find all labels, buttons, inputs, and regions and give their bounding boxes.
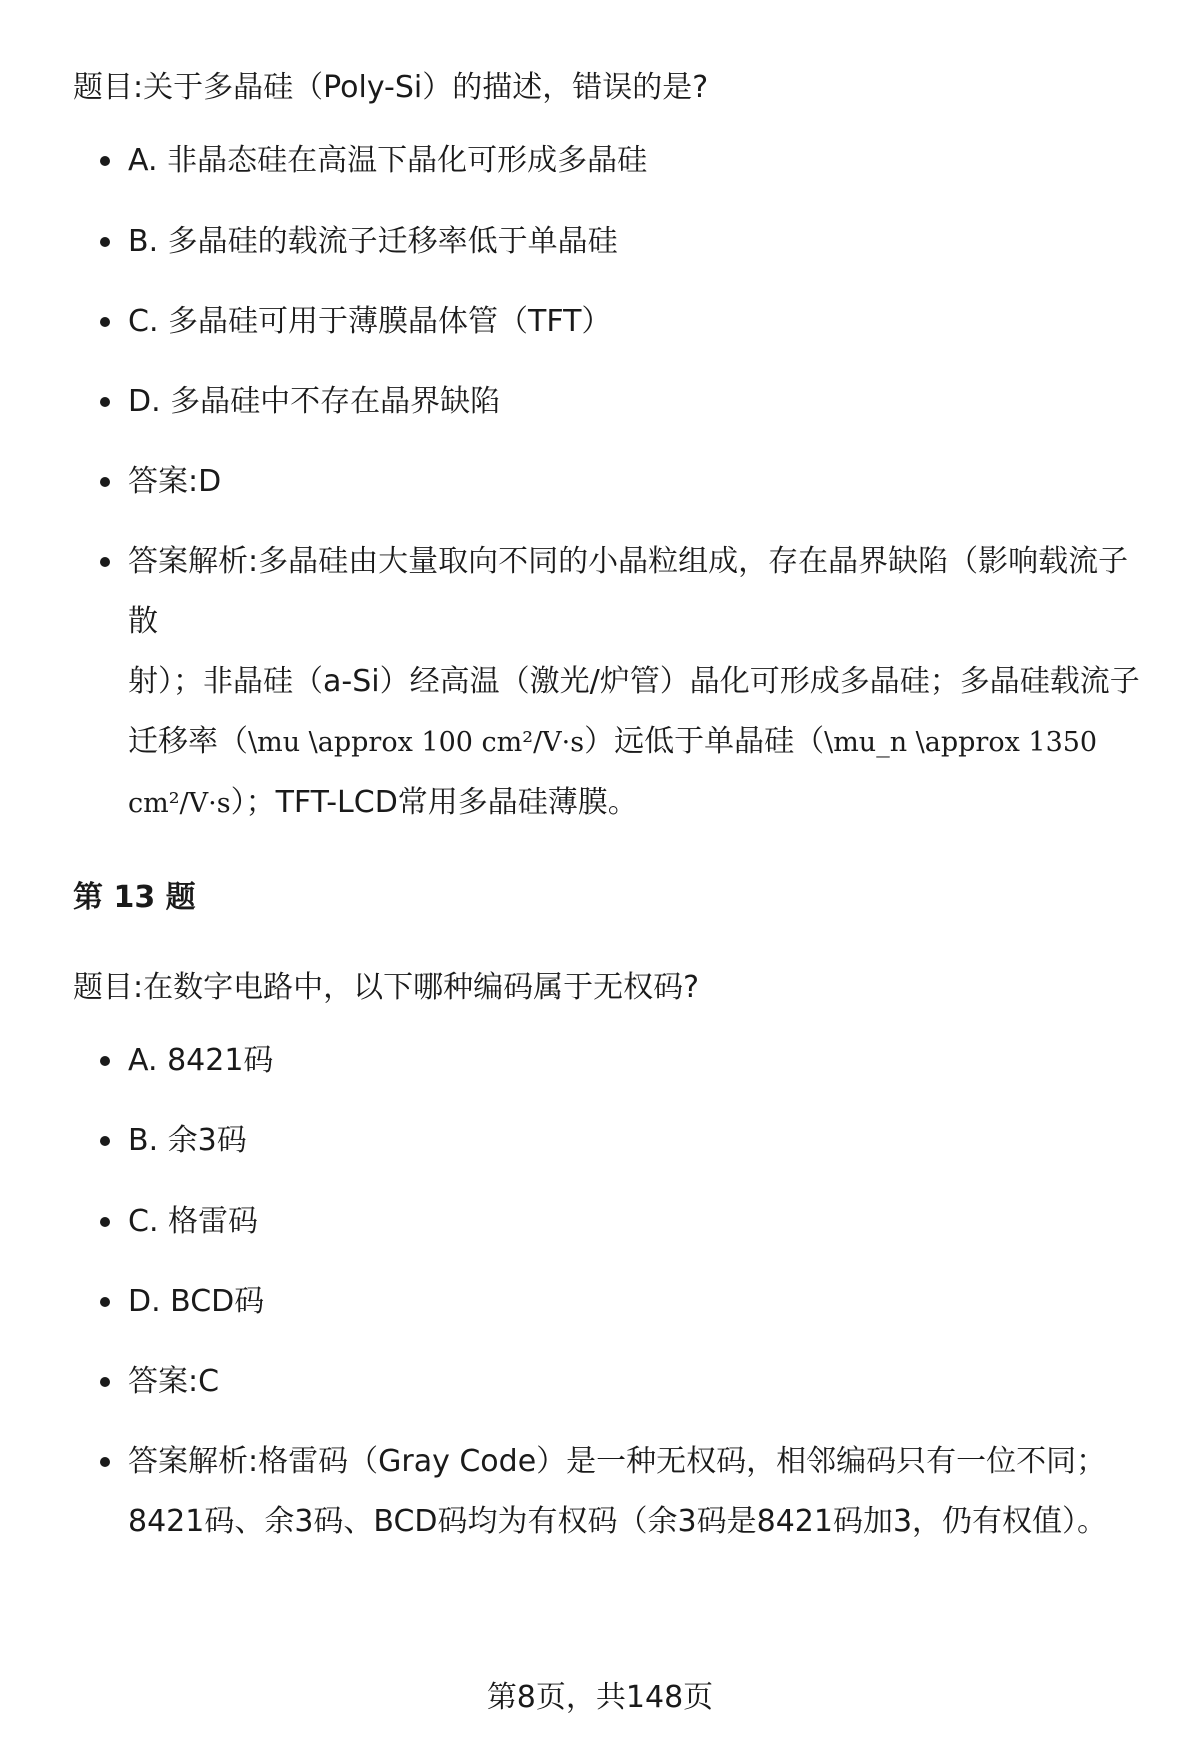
option-d: D. 多晶硅中不存在晶界缺陷: [128, 384, 501, 419]
bullet-icon: [100, 156, 110, 166]
option-a: A. 8421码: [128, 1043, 274, 1078]
math-formula: cm²/V·s: [128, 788, 231, 819]
option-d: D. BCD码: [128, 1284, 265, 1319]
bullet-icon: [100, 1377, 110, 1387]
question-text: 题目:关于多晶硅（Poly-Si）的描述，错误的是?: [73, 70, 709, 105]
answer: 答案:D: [128, 464, 222, 499]
bullet-icon: [100, 1136, 110, 1146]
bullet-icon: [100, 1217, 110, 1227]
explanation-text: ）；TFT-LCD常用多晶硅薄膜。: [230, 785, 638, 820]
answer-explanation: [128, 532, 1148, 834]
explanation-text: 迁移率（: [128, 724, 248, 759]
bullet-icon: [100, 477, 110, 487]
answer-explanation: [128, 1432, 1148, 1552]
bullet-icon: [100, 1457, 110, 1467]
bullet-icon: [100, 1056, 110, 1066]
question-text: 题目:在数字电路中，以下哪种编码属于无权码?: [73, 970, 700, 1005]
bullet-icon: [100, 237, 110, 247]
option-c: C. 多晶硅可用于薄膜晶体管（TFT）: [128, 304, 612, 339]
explanation-line: 射）；非晶硅（a-Si）经高温（激光/炉管）晶化可形成多晶硅；多晶硅载流子: [128, 664, 1140, 699]
answer: 答案:C: [128, 1364, 220, 1399]
bullet-icon: [100, 397, 110, 407]
math-formula: \mu_n \approx 1350: [824, 727, 1098, 758]
explanation-line: 8421码、余3码、BCD码均为有权码（余3码是8421码加3，仍有权值）。: [128, 1504, 1108, 1539]
option-b: B. 余3码: [128, 1123, 247, 1158]
bullet-icon: [100, 1297, 110, 1307]
explanation-text: ）远低于单晶硅（: [584, 724, 825, 759]
option-c: C. 格雷码: [128, 1204, 259, 1239]
question-heading: 第 13 题: [73, 880, 196, 915]
explanation-line: 答案解析:多晶硅由大量取向不同的小晶粒组成，存在晶界缺陷（影响载流子散: [128, 544, 1129, 639]
bullet-icon: [100, 557, 110, 567]
explanation-line: [128, 712, 1148, 773]
explanation-line: [128, 773, 1148, 834]
option-a: A. 非晶态硅在高温下晶化可形成多晶硅: [128, 143, 648, 178]
page-number: 第8页，共148页: [486, 1680, 714, 1715]
option-b: B. 多晶硅的载流子迁移率低于单晶硅: [128, 224, 618, 259]
explanation-line: 答案解析:格雷码（Gray Code）是一种无权码，相邻编码只有一位不同；: [128, 1444, 1107, 1479]
math-formula: \mu \approx 100 cm²/V·s: [248, 727, 585, 758]
bullet-icon: [100, 317, 110, 327]
